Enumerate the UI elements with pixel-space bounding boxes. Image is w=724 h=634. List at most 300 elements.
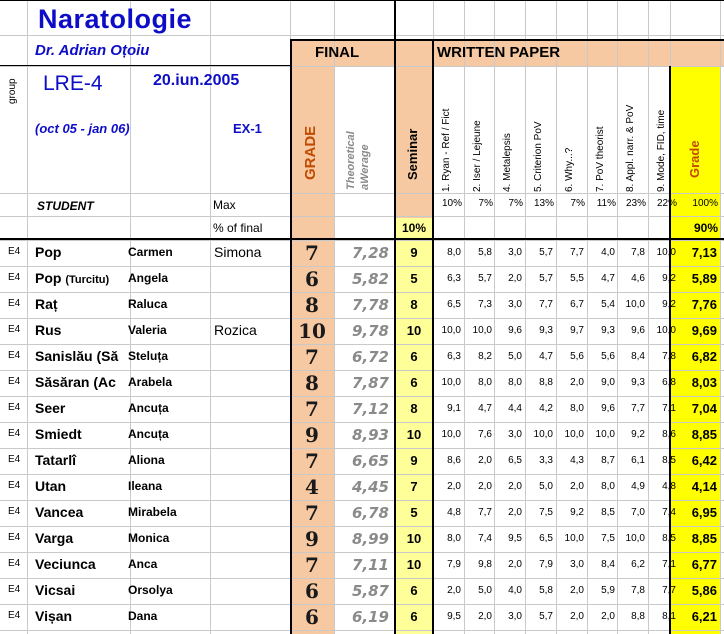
- border-data-top: [0, 238, 724, 240]
- question-score: 6,2: [631, 559, 645, 570]
- question-score: 5,8: [539, 585, 553, 596]
- seminar-header: Seminar: [405, 128, 420, 180]
- written-grade: 7,76: [691, 297, 717, 312]
- grid-horizontal: [0, 500, 724, 501]
- student-last-name: [35, 270, 129, 286]
- grid-horizontal: [0, 448, 724, 449]
- question-score: 7,1: [662, 559, 676, 570]
- seminar-score: 8: [410, 401, 418, 416]
- written-grade: 7,04: [691, 401, 717, 416]
- question-score: 4,2: [539, 403, 553, 414]
- final-grade: 10: [298, 319, 326, 343]
- period: (oct 05 - jan 06): [35, 121, 130, 136]
- question-score: 9,6: [601, 403, 615, 414]
- question-score: 9,8: [478, 559, 492, 570]
- seminar-score: 6: [410, 349, 418, 364]
- question-score: 5,4: [601, 299, 615, 310]
- question-score: 7,9: [539, 559, 553, 570]
- grid-horizontal: [0, 240, 724, 241]
- question-score: 7,8: [631, 247, 645, 258]
- theoretical-average: 6,78: [351, 504, 389, 522]
- group-code-cell: E4: [8, 350, 21, 361]
- question-weight: 10%: [441, 198, 462, 209]
- question-score: 7,7: [478, 507, 492, 518]
- question-score: 10,0: [441, 377, 461, 388]
- student-last-name: [35, 608, 129, 624]
- group-code-cell: E4: [8, 584, 21, 595]
- question-score: 7,4: [478, 533, 492, 544]
- question-label: 7. PoV theorist: [595, 126, 606, 192]
- question-score: 3,3: [539, 455, 553, 466]
- question-score: 5,9: [601, 585, 615, 596]
- question-score: 3,0: [508, 611, 522, 622]
- question-score: 7,3: [478, 299, 492, 310]
- question-score: 3,0: [508, 247, 522, 258]
- question-score: 8,5: [662, 533, 676, 544]
- written-paper-header: WRITTEN PAPER: [437, 44, 561, 61]
- question-score: 7,0: [631, 507, 645, 518]
- student-first-name: Ileana: [128, 479, 163, 493]
- question-score: 4,8: [662, 481, 676, 492]
- student-last-name: [35, 244, 129, 260]
- question-score: 10,0: [564, 533, 584, 544]
- grid-horizontal: [0, 66, 724, 67]
- exam-date: 20.iun.2005: [153, 72, 240, 89]
- written-grade: 7,13: [691, 245, 717, 260]
- question-weight: 22%: [656, 198, 677, 209]
- theoretical-average: 7,12: [351, 400, 389, 418]
- question-score: 3,0: [508, 299, 522, 310]
- question-weight: 11%: [596, 198, 616, 209]
- theoretical-average: 5,87: [351, 582, 389, 600]
- student-last-name: [35, 426, 129, 442]
- last-name-text: Pop: [35, 244, 62, 260]
- question-score: 8,2: [478, 351, 492, 362]
- theoretical-average: 6,65: [351, 452, 389, 470]
- question-score: 9,3: [631, 377, 645, 388]
- exam-code: EX-1: [233, 121, 262, 136]
- written-grade: 6,82: [691, 349, 717, 364]
- seminar-score: 6: [410, 609, 418, 624]
- group-code: LRE-4: [43, 72, 103, 95]
- question-score: 4,7: [539, 351, 553, 362]
- question-weight: 7%: [508, 198, 523, 209]
- group-code-cell: E4: [8, 532, 21, 543]
- question-score: 8,0: [570, 403, 584, 414]
- question-score: 2,0: [601, 611, 615, 622]
- theoretical-average: 5,82: [351, 270, 389, 288]
- grid-horizontal: [0, 578, 724, 579]
- question-score: 8,0: [601, 481, 615, 492]
- question-score: 9,6: [631, 325, 645, 336]
- question-score: 10,0: [472, 325, 492, 336]
- question-score: 8,5: [601, 507, 615, 518]
- theoretical-average: 7,11: [351, 556, 389, 574]
- final-grade: 8: [305, 293, 319, 317]
- grid-vertical: [210, 0, 211, 634]
- seminar-score: 5: [410, 271, 418, 286]
- question-score: 10,0: [656, 247, 676, 258]
- theoretical-average: 7,28: [351, 244, 389, 262]
- written-grade: 6,21: [691, 609, 717, 624]
- theoretical-average: 7,87: [351, 374, 389, 392]
- grid-horizontal: [0, 292, 724, 293]
- question-score: 7,8: [631, 585, 645, 596]
- question-score: 10,0: [656, 325, 676, 336]
- question-score: 9,6: [508, 325, 522, 336]
- written-grade: 8,85: [691, 427, 717, 442]
- question-score: 4,8: [447, 507, 461, 518]
- student-first-name: Raluca: [128, 297, 168, 311]
- question-score: 10,0: [564, 429, 584, 440]
- question-score: 7,7: [631, 403, 645, 414]
- question-score: 2,0: [447, 585, 461, 596]
- question-score: 5,6: [570, 351, 584, 362]
- question-score: 9,2: [570, 507, 584, 518]
- grade-header: GRADE: [302, 125, 319, 180]
- question-score: 2,0: [508, 507, 522, 518]
- question-weight: 13%: [533, 198, 554, 209]
- question-score: 8,1: [662, 611, 676, 622]
- question-score: 9,3: [539, 325, 553, 336]
- question-score: 7,7: [539, 299, 553, 310]
- final-grade: 9: [305, 423, 319, 447]
- border-top: [0, 0, 724, 1]
- final-grade: 7: [305, 553, 319, 577]
- question-label: 5. Criterion PoV: [533, 121, 544, 192]
- question-score: 4,3: [570, 455, 584, 466]
- last-name-text: Vancea: [35, 504, 84, 520]
- question-score: 10,0: [595, 429, 615, 440]
- question-score: 7,7: [662, 585, 676, 596]
- grid-horizontal: [0, 266, 724, 267]
- group-code-cell: E4: [8, 402, 21, 413]
- group-code-cell: E4: [8, 428, 21, 439]
- last-name-text: Raț: [35, 296, 58, 312]
- last-name-text: Smiedt: [35, 426, 82, 442]
- question-score: 5,7: [539, 273, 553, 284]
- question-score: 8,4: [631, 351, 645, 362]
- seminar-score: 10: [406, 323, 422, 338]
- theoretical-average: 7,78: [351, 296, 389, 314]
- page-title: Naratologie: [38, 4, 193, 34]
- question-label: 1. Ryan - Ref / Fict: [441, 108, 452, 192]
- question-score: 8,0: [508, 377, 522, 388]
- student-label: STUDENT: [37, 199, 94, 213]
- question-score: 6,5: [508, 455, 522, 466]
- last-name-text: Tatarlî: [35, 452, 76, 468]
- question-score: 7,7: [570, 247, 584, 258]
- student-first-name: Dana: [128, 609, 158, 623]
- question-score: 7,6: [478, 429, 492, 440]
- question-score: 8,0: [447, 533, 461, 544]
- question-score: 4,7: [601, 273, 615, 284]
- question-score: 8,0: [447, 247, 461, 258]
- question-score: 8,8: [539, 377, 553, 388]
- written-grade: 6,42: [691, 453, 717, 468]
- student-first-name: Angela: [128, 271, 169, 285]
- question-score: 5,7: [539, 611, 553, 622]
- group-code-cell: E4: [8, 558, 21, 569]
- grade-pct: 90%: [693, 221, 718, 235]
- question-score: 7,5: [601, 533, 615, 544]
- question-score: 6,7: [570, 299, 584, 310]
- theoretical-average: 8,99: [351, 530, 389, 548]
- question-score: 5,0: [539, 481, 553, 492]
- grid-horizontal: [0, 604, 724, 605]
- question-label: 8. Appl. narr. & PoV: [625, 104, 636, 192]
- question-score: 2,0: [508, 559, 522, 570]
- question-score: 9,0: [601, 377, 615, 388]
- student-first-name: Carmen: [128, 245, 173, 259]
- group-code-cell: E4: [8, 298, 21, 309]
- student-last-name: [35, 374, 129, 390]
- final-grade: 7: [305, 449, 319, 473]
- student-last-name: [35, 400, 129, 416]
- question-score: 9,3: [601, 325, 615, 336]
- grid-vertical: [720, 0, 721, 634]
- question-score: 3,0: [570, 559, 584, 570]
- question-score: 7,8: [662, 351, 676, 362]
- question-label: 9. Mode, FID, time: [656, 109, 667, 192]
- last-name-text: Seer: [35, 400, 66, 416]
- question-score: 4,4: [508, 403, 522, 414]
- student-last-name: [35, 582, 129, 598]
- question-score: 8,0: [478, 377, 492, 388]
- question-score: 2,0: [570, 611, 584, 622]
- question-score: 5,5: [570, 273, 584, 284]
- question-weight: 7%: [478, 198, 493, 209]
- student-last-name: [35, 348, 129, 364]
- question-score: 5,7: [478, 273, 492, 284]
- student-first-name: Mirabela: [128, 505, 177, 519]
- question-score: 4,6: [631, 273, 645, 284]
- question-score: 6,5: [447, 299, 461, 310]
- question-score: 9,2: [631, 429, 645, 440]
- final-grade: 4: [305, 475, 319, 499]
- question-score: 4,0: [508, 585, 522, 596]
- grid-horizontal: [0, 318, 724, 319]
- group-code-cell: E4: [8, 454, 21, 465]
- last-name-text: Săsăran (Ac: [35, 374, 116, 390]
- question-score: 2,0: [570, 377, 584, 388]
- question-score: 2,0: [478, 455, 492, 466]
- grid-vertical: [27, 0, 28, 634]
- student-first-name: Monica: [128, 531, 170, 545]
- question-label: 6. Why...?: [564, 147, 575, 192]
- question-score: 10,0: [441, 325, 461, 336]
- question-score: 7,4: [662, 507, 676, 518]
- final-grade: 8: [305, 371, 319, 395]
- seminar-score: 9: [410, 453, 418, 468]
- student-first-name: Steluța: [128, 349, 169, 363]
- group-label: group: [7, 78, 18, 104]
- grid-horizontal: [0, 344, 724, 345]
- written-grade: 6,77: [691, 557, 717, 572]
- final-header: FINAL: [315, 44, 360, 61]
- group-code-cell: E4: [8, 246, 21, 257]
- question-score: 9,5: [447, 611, 461, 622]
- grid-horizontal: [0, 422, 724, 423]
- final-grade: 9: [305, 527, 319, 551]
- seminar-score: 8: [410, 297, 418, 312]
- question-score: 7,1: [662, 403, 676, 414]
- student-first-name: Ancuța: [128, 427, 169, 441]
- written-grade: 4,14: [691, 479, 717, 494]
- final-grade: 6: [305, 267, 319, 291]
- grid-horizontal: [0, 630, 724, 631]
- group-code-cell: E4: [8, 480, 21, 491]
- final-grade: 7: [305, 501, 319, 525]
- last-name-text: Vicsai: [35, 582, 76, 598]
- question-score: 4,7: [478, 403, 492, 414]
- question-score: 2,0: [447, 481, 461, 492]
- question-score: 6,3: [447, 273, 461, 284]
- written-grade: 6,95: [691, 505, 717, 520]
- question-score: 4,0: [601, 247, 615, 258]
- seminar-score: 6: [410, 583, 418, 598]
- question-score: 5,0: [508, 351, 522, 362]
- question-score: 9,7: [570, 325, 584, 336]
- question-score: 9,5: [508, 533, 522, 544]
- student-first-name: Aliona: [128, 453, 165, 467]
- student-last-name: [35, 556, 129, 572]
- last-name-text: Veciunca: [35, 556, 96, 572]
- seminar-score: 7: [410, 479, 418, 494]
- question-score: 6,1: [631, 455, 645, 466]
- student-first-name: Ancuța: [128, 401, 169, 415]
- question-weight: 23%: [625, 198, 646, 209]
- final-grade: 7: [305, 345, 319, 369]
- question-score: 2,0: [570, 585, 584, 596]
- seminar-score: 6: [410, 375, 418, 390]
- last-name-extra: (Turcitu): [65, 274, 110, 286]
- student-first-name: Arabela: [128, 375, 173, 389]
- theoretical-average: 6,72: [351, 348, 389, 366]
- last-name-text: Vișan: [35, 608, 73, 624]
- student-last-name: [35, 530, 129, 546]
- seminar-score: 10: [406, 531, 422, 546]
- question-label: 2. Iser / Lejeune: [472, 120, 483, 192]
- grid-horizontal: [0, 526, 724, 527]
- group-code-cell: E4: [8, 506, 21, 517]
- question-score: 5,0: [478, 585, 492, 596]
- pct-label: % of final: [213, 221, 263, 235]
- max-label: Max: [213, 198, 236, 212]
- question-score: 9,2: [662, 299, 676, 310]
- last-name-text: Pop: [35, 270, 62, 286]
- question-score: 5,7: [539, 247, 553, 258]
- final-grade: 6: [305, 579, 319, 603]
- written-grade: 8,85: [691, 531, 717, 546]
- question-score: 7,9: [447, 559, 461, 570]
- question-score: 2,0: [478, 481, 492, 492]
- question-score: 8,4: [601, 559, 615, 570]
- grade-max: 100%: [692, 198, 718, 209]
- theoretical-average: 8,93: [351, 426, 389, 444]
- student-alias: Rozica: [214, 322, 257, 338]
- group-code-cell: E4: [8, 610, 21, 621]
- question-score: 10,0: [533, 429, 553, 440]
- question-score: 3,0: [508, 429, 522, 440]
- grid-horizontal: [0, 474, 724, 475]
- question-score: 8,7: [601, 455, 615, 466]
- last-name-text: Varga: [35, 530, 74, 546]
- author-name: Dr. Adrian Oțoiu: [35, 42, 150, 59]
- question-score: 6,5: [539, 533, 553, 544]
- theoretical-header-text: Theoretical aWerage: [345, 131, 371, 190]
- theoretical-header: [344, 120, 372, 190]
- question-score: 2,0: [508, 273, 522, 284]
- student-alias: Simona: [214, 244, 262, 260]
- student-last-name: [35, 452, 129, 468]
- seminar-pct: 10%: [401, 221, 427, 235]
- seminar-score: 10: [406, 427, 422, 442]
- final-grade: 7: [305, 397, 319, 421]
- student-first-name: Valeria: [128, 323, 167, 337]
- student-last-name: [35, 478, 129, 494]
- seminar-score: 9: [410, 245, 418, 260]
- question-score: 10,0: [625, 299, 645, 310]
- student-last-name: [35, 296, 129, 312]
- written-grade: 5,86: [691, 583, 717, 598]
- question-score: 5,8: [478, 247, 492, 258]
- theoretical-average: 6,19: [351, 608, 389, 626]
- question-score: 9,2: [662, 273, 676, 284]
- question-score: 6,8: [662, 377, 676, 388]
- student-last-name: [35, 504, 129, 520]
- written-grade: 9,69: [691, 323, 717, 338]
- question-score: 2,0: [478, 611, 492, 622]
- seminar-score: 5: [410, 505, 418, 520]
- grid-horizontal: [0, 552, 724, 553]
- theoretical-average: 9,78: [351, 322, 389, 340]
- question-score: 2,0: [508, 481, 522, 492]
- question-score: 8,6: [447, 455, 461, 466]
- question-score: 4,9: [631, 481, 645, 492]
- question-label: 4. Metalepsis: [502, 133, 513, 192]
- grid-horizontal: [0, 396, 724, 397]
- question-score: 10,0: [441, 429, 461, 440]
- final-grade: 7: [305, 241, 319, 265]
- last-name-text: Sanislău (Să: [35, 348, 119, 364]
- final-grade: 6: [305, 605, 319, 629]
- student-first-name: Anca: [128, 557, 158, 571]
- question-score: 8,5: [662, 455, 676, 466]
- theoretical-average: 4,45: [351, 478, 389, 496]
- question-score: 9,1: [447, 403, 461, 414]
- question-score: 10,0: [625, 533, 645, 544]
- border-header-row: [0, 65, 290, 66]
- question-score: 8,6: [662, 429, 676, 440]
- border-top-header: [290, 39, 724, 41]
- question-weight: 7%: [570, 198, 585, 209]
- written-grade: 5,89: [691, 271, 717, 286]
- last-name-text: Utan: [35, 478, 67, 494]
- question-score: 2,0: [570, 481, 584, 492]
- question-score: 5,6: [601, 351, 615, 362]
- question-score: 6,3: [447, 351, 461, 362]
- group-code-cell: E4: [8, 272, 21, 283]
- written-grade: 8,03: [691, 375, 717, 390]
- grid-horizontal: [0, 35, 724, 36]
- group-code-cell: E4: [8, 324, 21, 335]
- grade-col-header: Grade: [687, 140, 702, 178]
- grid-horizontal: [0, 216, 724, 217]
- seminar-score: 10: [406, 557, 422, 572]
- student-last-name: [35, 322, 129, 338]
- question-score: 7,5: [539, 507, 553, 518]
